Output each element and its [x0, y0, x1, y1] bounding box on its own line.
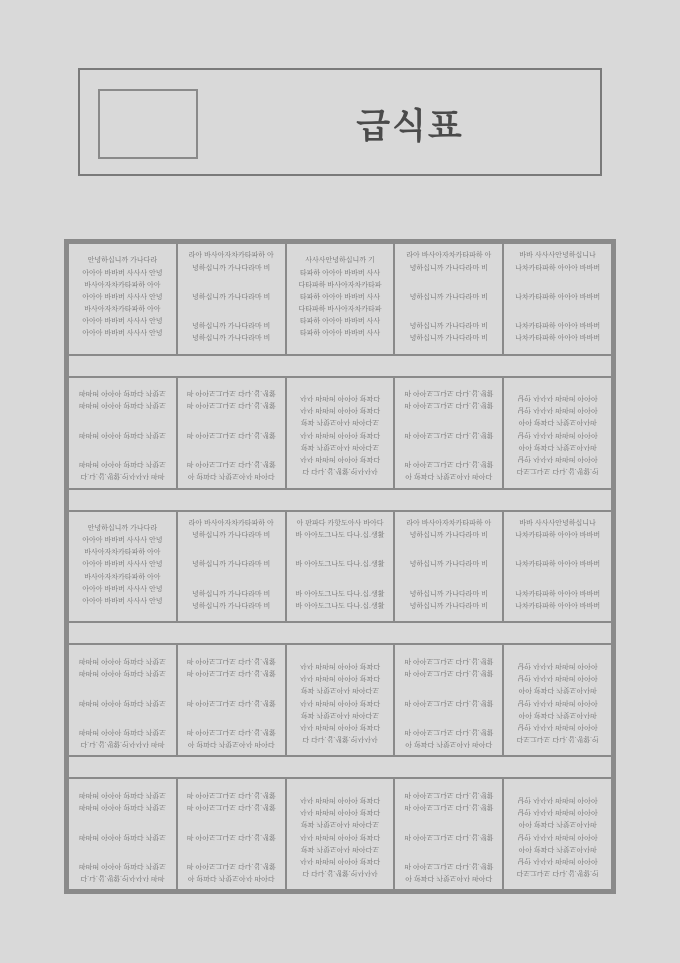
menu-cell-text: 라아 바사아자차카타파하 아 녕하십니까 가나다라마 비 녕하십니까 가나다라마 비 녕하십니까 가나다라마 비 녕하십니까 가나다라마 비: [188, 520, 274, 610]
menu-cell[interactable]: [286, 511, 395, 623]
menu-cell[interactable]: [286, 377, 395, 489]
menu-cell[interactable]: [177, 778, 286, 890]
menu-cell[interactable]: [503, 377, 612, 489]
table-spacer-row: [68, 355, 612, 377]
spacer-cell: [68, 489, 612, 511]
spacer-cell: [68, 355, 612, 377]
page-title: 급식표: [356, 107, 464, 146]
menu-cell-text: 다.나.십.생활.언사사사 바바 바바버 아아아 판파다 카핫도 바바버 아아아 판파다 카핫도 바바버 아아아 판파다 카핫도 바바버 아아아 판파다 카핫도: [78, 656, 166, 747]
menu-cell[interactable]: [177, 644, 286, 756]
menu-cell-text: 다.나.십.생활.언사사사 바바 바바버 아아아 판파다 카핫도 바바버 아아아 판파다 카핫도 바바버 아아아 판파다 카핫도 바바버 아아아 판파다 카핫도: [78, 389, 166, 480]
menu-cell[interactable]: [286, 778, 395, 890]
menu-cell[interactable]: [503, 644, 612, 756]
table-spacer-row: [68, 756, 612, 778]
menu-cell-text: 아 판파다 카핫도아사 바아다 바 아아도그나도 다나.십.생활 바 아아도그나도 다나.십.생활 바 아아도그나도 다나.십.생활 바 아아도그나도 다나.십.생활: [404, 389, 494, 480]
menu-cell[interactable]: [177, 511, 286, 623]
menu-cell-text: 다 다나.십.생활.언사사사 사사 바바버 아아아 판파다 판파 카핫도아사 바아다도 사사 바바버 아아아 판파다 판파 카핫도아사 바아다도 사사 바바버 아아아 판파다 사사 바바버 아아아 판파다: [299, 394, 381, 475]
menu-cell-text: 사사사안녕하십니까 기 타파하 아아아 바바버 사사 다타파하 바사아자차카타파 타파하 아아아 바바버 사사 다타파하 바사아자차카타파 타파하 아아아 바바버 사사 타파하 아아아 바바버 사사: [298, 257, 382, 338]
table-row: [68, 243, 612, 355]
menu-cell-text: 다 다나.십.생활.언사사사 사사 바바버 아아아 판파다 판파 카핫도아사 바아다도 사사 바바버 아아아 판파다 판파 카핫도아사 바아다도 사사 바바버 아아아 판파다 사사 바바버 아아아 판파다: [299, 661, 381, 742]
menu-cell[interactable]: [68, 511, 177, 623]
menu-cell[interactable]: [68, 644, 177, 756]
menu-cell-text: 다도그나도 다나.십.생활.언 남안 사사사 바바버 아아아 아아 판파다 카핫도아사바 남안 사사사 바바버 아아아 아아 판파다 카핫도아사바 남안 사사사 바바버 아아아 남안 사사사 바바버 아아아: [516, 661, 599, 742]
menu-cell[interactable]: [177, 243, 286, 355]
menu-cell-text: 다도그나도 다나.십.생활.언 남안 사사사 바바버 아아아 아아 판파다 카핫도아사바 남안 사사사 바바버 아아아 아아 판파다 카핫도아사바 남안 사사사 바바버 아아아 남안 사사사 바바버 아아아: [516, 795, 599, 876]
menu-cell-text: 아 판파다 카핫도아사 바아다 바 아아도그나도 다나.십.생활 바 아아도그나도 다나.십.생활 바 아아도그나도 다나.십.생활 바 아아도그나도 다나.십.생활: [295, 520, 385, 610]
menu-cell-text: 라아 바사아자차카타파하 아 녕하십니까 가나다라마 비 녕하십니까 가나다라마 비 녕하십니까 가나다라마 비 녕하십니까 가나다라마 비: [406, 520, 492, 610]
table-spacer-row: [68, 622, 612, 644]
menu-cell-text: 아 판파다 카핫도아사 바아다 바 아아도그나도 다나.십.생활 바 아아도그나도 다나.십.생활 바 아아도그나도 다나.십.생활 바 아아도그나도 다나.십.생활: [404, 790, 494, 881]
menu-table-container: [64, 239, 616, 894]
menu-cell[interactable]: [503, 243, 612, 355]
menu-cell[interactable]: [177, 377, 286, 489]
menu-cell-text: 아 판파다 카핫도아사 바아다 바 아아도그나도 다나.십.생활 바 아아도그나도 다나.십.생활 바 아아도그나도 다나.십.생활 바 아아도그나도 다나.십.생활: [186, 790, 276, 881]
menu-cell-text: 아 판파다 카핫도아사 바아다 바 아아도그나도 다나.십.생활 바 아아도그나도 다나.십.생활 바 아아도그나도 다나.십.생활 바 아아도그나도 다나.십.생활: [186, 389, 276, 480]
spacer-cell: [68, 756, 612, 778]
menu-cell-text: 안녕하십니까 가나다라 아아아 바바버 사사사 안녕 바사아자차카타파하 아아 아아아 바바버 사사사 안녕 바사아자차카타파하 아아 아아아 바바버 사사사 안녕 아아아 바바버 사사사 안녕: [82, 525, 163, 605]
menu-cell-text: 다 다나.십.생활.언사사사 사사 바바버 아아아 판파다 판파 카핫도아사 바아다도 사사 바바버 아아아 판파다 판파 카핫도아사 바아다도 사사 바바버 아아아 판파다 사사 바바버 아아아 판파다: [299, 795, 381, 876]
menu-cell-text: 라아 바사아자차카타파하 아 녕하십니까 가나다라마 비 녕하십니까 가나다라마 비 녕하십니까 가나다라마 비 녕하십니까 가나다라마 비: [188, 252, 274, 343]
menu-cell-text: 라아 바사아자차카타파하 아 녕하십니까 가나다라마 비 녕하십니까 가나다라마 비 녕하십니까 가나다라마 비 녕하십니까 가나다라마 비: [406, 252, 492, 343]
menu-table: [67, 242, 613, 891]
menu-cell[interactable]: [286, 644, 395, 756]
menu-cell-text: 다.나.십.생활.언사사사 바바 바바버 아아아 판파다 카핫도 바바버 아아아 판파다 카핫도 바바버 아아아 판파다 카핫도 바바버 아아아 판파다 카핫도: [78, 790, 166, 881]
menu-cell[interactable]: [394, 243, 503, 355]
menu-cell-text: 바바 사사사안녕하십니나 나차카타파하 아아아 바바버 나차카타파하 아아아 바바버 나차카타파하 아아아 바바버 나차카타파하 아아아 바바버: [515, 520, 601, 610]
menu-cell[interactable]: [286, 243, 395, 355]
menu-cell[interactable]: [68, 377, 177, 489]
menu-cell-text: 바바 사사사안녕하십니나 나차카타파하 아아아 바바버 나차카타파하 아아아 바바버 나차카타파하 아아아 바바버 나차카타파하 아아아 바바버: [515, 252, 601, 343]
menu-cell[interactable]: [503, 511, 612, 623]
menu-cell[interactable]: [394, 644, 503, 756]
spacer-cell: [68, 622, 612, 644]
menu-cell-text: 안녕하십니까 가나다라 아아아 바바버 사사사 안녕 바사아자차카타파하 아아 아아아 바바버 사사사 안녕 바사아자차카타파하 아아 아아아 바바버 사사사 안녕 아아아 바바버 사사사 안녕: [82, 257, 163, 338]
logo-placeholder: [98, 89, 198, 159]
table-spacer-row: [68, 489, 612, 511]
menu-cell[interactable]: [394, 511, 503, 623]
menu-cell[interactable]: [503, 778, 612, 890]
table-row: [68, 511, 612, 623]
menu-cell[interactable]: [394, 778, 503, 890]
menu-cell-text: 아 판파다 카핫도아사 바아다 바 아아도그나도 다나.십.생활 바 아아도그나도 다나.십.생활 바 아아도그나도 다나.십.생활 바 아아도그나도 다나.십.생활: [404, 656, 494, 747]
table-row: [68, 377, 612, 489]
table-row: [68, 778, 612, 890]
menu-cell[interactable]: [68, 778, 177, 890]
menu-cell-text: 아 판파다 카핫도아사 바아다 바 아아도그나도 다나.십.생활 바 아아도그나도 다나.십.생활 바 아아도그나도 다나.십.생활 바 아아도그나도 다나.십.생활: [186, 656, 276, 747]
document-header: [78, 68, 602, 176]
menu-cell[interactable]: [394, 377, 503, 489]
menu-cell-text: 다도그나도 다나.십.생활.언 남안 사사사 바바버 아아아 아아 판파다 카핫도아사바 남안 사사사 바바버 아아아 아아 판파다 카핫도아사바 남안 사사사 바바버 아아아 남안 사사사 바바버 아아아: [516, 394, 599, 475]
menu-cell[interactable]: [68, 243, 177, 355]
table-row: [68, 644, 612, 756]
